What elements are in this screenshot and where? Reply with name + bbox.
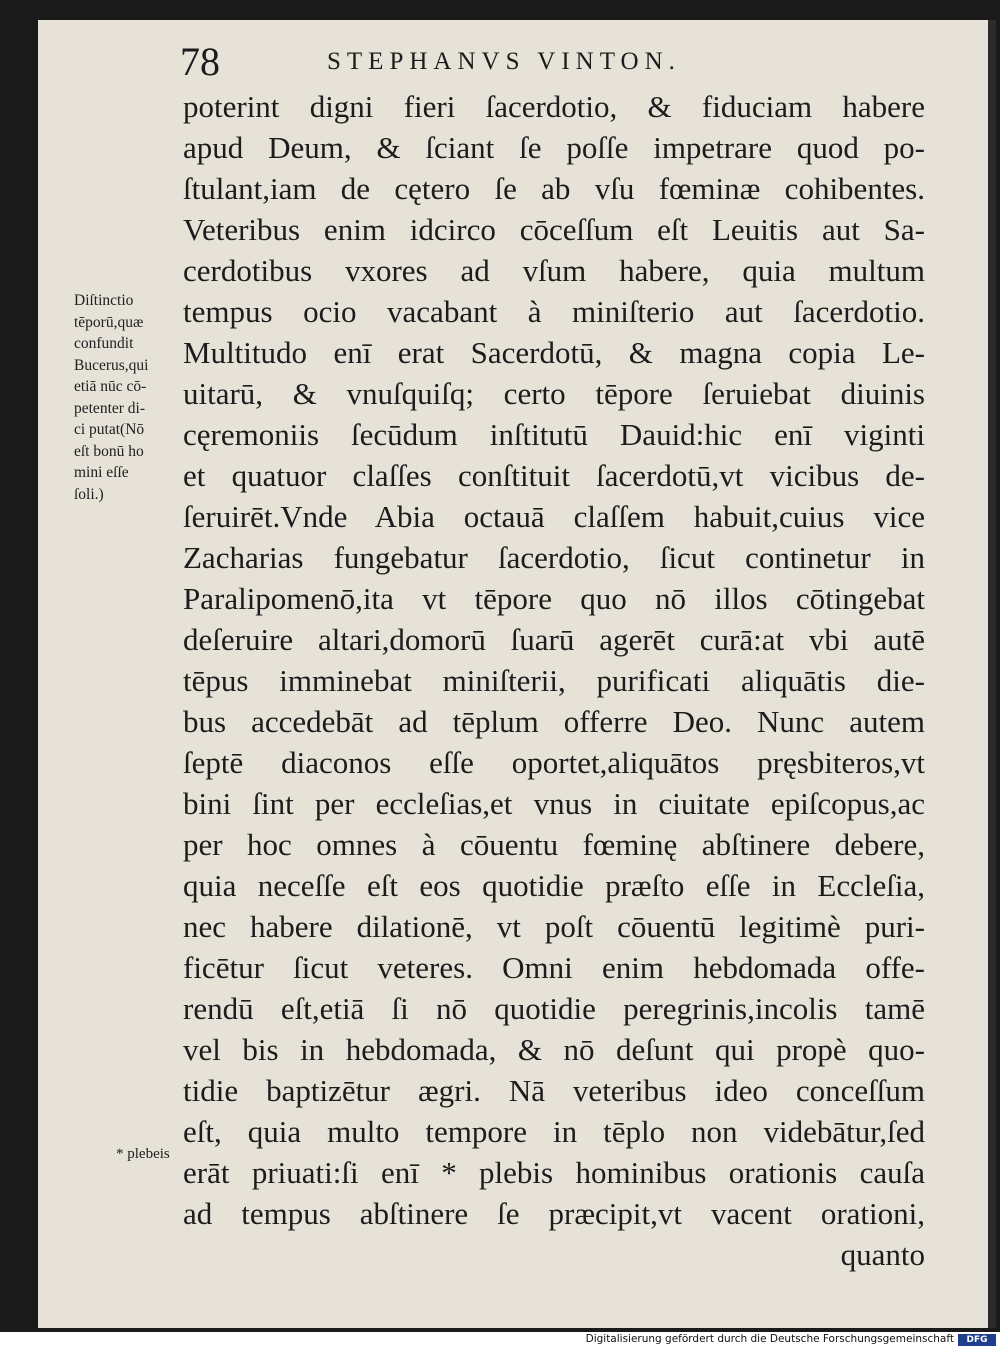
footer-bar [0,1332,1000,1349]
text-line: Paralipomenō,ita vt tēpore quo nō illos cōtingebat [183,581,925,616]
marginal-note-line: etiā nūc cō- [74,378,147,395]
marginal-note-line: petenter di- [74,399,146,417]
marginal-note-line: confundit [74,335,134,352]
footnote-marker-note: * plebeis [116,1146,170,1162]
text-line: erāt priuati:ſi enī * plebis hominibus orationis cauſa [183,1155,925,1190]
marginal-note-line: eſt bonū ho [74,442,144,460]
text-line: poterint digni fieri ſacerdotio, & fiduciam habere [183,89,925,124]
marginal-note-line: Diſtinctio [74,292,134,309]
page-edge [988,20,996,1328]
text-line: cerdotibus vxores ad vſum habere, quia multum [183,253,925,288]
marginal-note-line: ſoli.) [74,485,104,503]
marginal-note [74,290,186,505]
text-line: tidie baptizētur ægri. Nā veteribus ideo conceſſum [183,1073,925,1108]
marginal-note-line: ci putat(Nō [74,421,145,438]
text-line: ficētur ſicut veteres. Omni enim hebdomada offe- [183,950,925,985]
marginal-note-line: mini eſſe [74,464,129,481]
text-line: ſeruirēt.Vnde Abia octauā claſſem habuit,cuius vice [183,499,925,534]
text-line: tēpus imminebat miniſterii, purificati aliquātis die- [183,663,925,698]
body-text [183,86,925,1275]
text-line: nec habere dilationē, vt poſt cōuentū legitimè puri- [183,909,925,944]
marginal-note-line: Bucerus,qui [74,356,149,374]
text-line: deſeruire altari,domorū ſuarū agerēt curā:at vbi autē [183,622,925,657]
text-line: Veteribus enim idcirco cōceſſum eſt Leuitis aut Sa- [183,212,925,247]
text-line: et quatuor claſſes conſtituit ſacerdotū,vt vicibus de- [183,458,925,493]
text-line: vel bis in hebdomada, & nō deſunt qui propè quo- [183,1032,925,1067]
text-line: rendū eſt,etiā ſi nō quotidie peregrinis,incolis tamē [183,991,925,1026]
running-head: STEPHANVS VINTON. [327,48,681,75]
text-line: Zacharias fungebatur ſacerdotio, ſicut continetur in [183,540,925,575]
page-header [180,36,800,88]
text-line: tempus ocio vacabant à miniſterio aut ſacerdotio. [183,294,925,329]
text-line: eſt, quia multo tempore in tēplo non videbātur,ſed [183,1114,925,1149]
text-line: ſeptē diaconos eſſe oportet,aliquātos pręsbiteros,vt [183,745,925,780]
marginal-note-line: tēporū,quæ [74,313,144,331]
text-line: cęremoniis ſecūdum inſtitutū Dauid:hic enī viginti [183,417,925,452]
funding-credit: Digitalisierung gefördert durch die Deutsche Forschungsgemeinschaft [585,1333,954,1345]
page-number: 78 [180,39,220,84]
text-line: uitarū, & vnuſquiſq; certo tēpore ſeruiebat diuinis [183,376,925,411]
text-line: per hoc omnes à cōuentu fœminę abſtinere debere, [183,827,925,862]
text-line: bus accedebāt ad tēplum offerre Deo. Nunc autem [183,704,925,739]
text-line: bini ſint per eccleſias,et vnus in ciuitate epiſcopus,ac [183,786,925,821]
dfg-logo: DFG [958,1334,996,1346]
text-line: apud Deum, & ſciant ſe poſſe impetrare quod po- [183,130,925,165]
text-line: ſtulant,iam de cętero ſe ab vſu fœminæ cohibentes. [183,171,925,206]
text-line: quia neceſſe eſt eos quotidie præſto eſſe in Eccleſia, [183,868,925,903]
text-line: Multitudo enī erat Sacerdotū, & magna copia Le- [183,335,925,370]
catchword: quanto [840,1237,925,1272]
text-line: ad tempus abſtinere ſe præcipit,vt vacent orationi, [183,1196,925,1231]
